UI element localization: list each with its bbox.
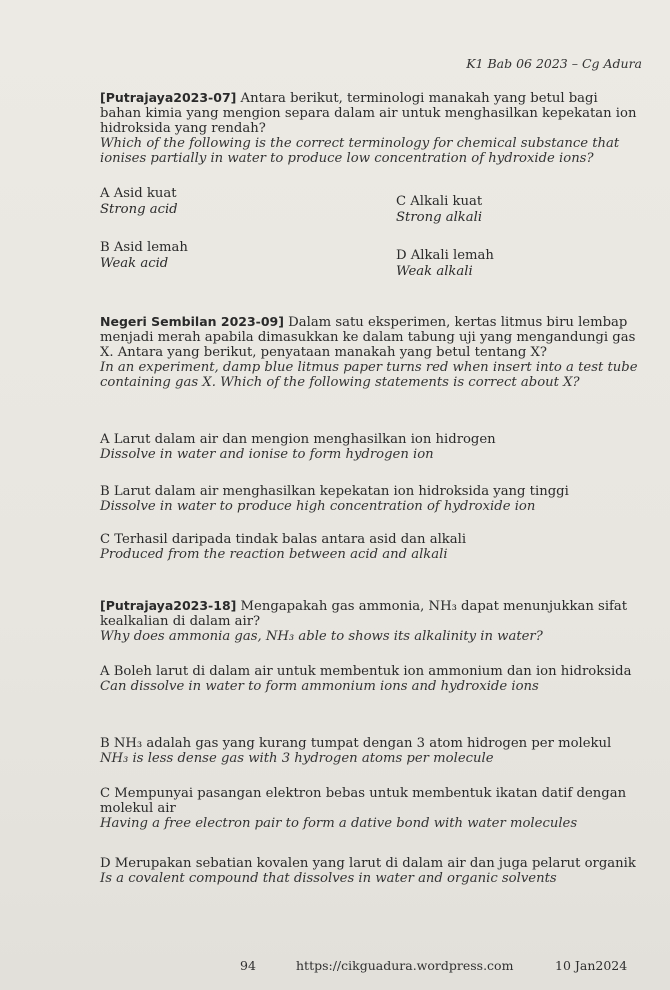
footer-date: 10 Jan2024: [555, 958, 628, 973]
question-3-option-c: C Mempunyai pasangan elektron bebas untuk membentuk ikatan datif dengan molekul air Having a free electron pair to form a dative bond with water molecules: [100, 786, 627, 831]
question-3-option-a: A Boleh larut di dalam air untuk membentuk ion ammonium dan ion hidroksida Can dissolve in water to form ammonium ions and hydroxide ions: [100, 664, 632, 694]
question-1-source: [Putrajaya2023-07]: [100, 90, 237, 105]
question-1-option-b: B Asid lemah Weak acid: [100, 240, 188, 271]
question-1: [100, 90, 640, 166]
question-3: [100, 598, 640, 644]
question-1-text-ms: [Putrajaya2023-07] Antara berikut, terminologi manakah yang betul bagi bahan kimia yang mengion separa dalam air untuk menghasilkan kepekatan ion hidroksida yang rendah?: [100, 90, 637, 136]
question-3-option-d: D Merupakan sebatian kovalen yang larut di dalam air dan juga pelarut organik Is a covalent compound that dissolves in water and organic solvents: [100, 856, 636, 886]
question-3-text-ms: [Putrajaya2023-18] Mengapakah gas ammonia, NH₃ dapat menunjukkan sifat kealkalian di dalam air?: [100, 598, 628, 629]
question-2-option-c: C Terhasil daripada tindak balas antara asid dan alkali Produced from the reaction between acid and alkali: [100, 532, 467, 562]
page-number: 94: [240, 958, 256, 973]
question-1-option-d: D Alkali lemah Weak alkali: [396, 248, 494, 279]
footer-url: https://cikguadura.wordpress.com: [296, 958, 514, 973]
question-2-option-a: A Larut dalam air dan mengion menghasilkan ion hidrogen Dissolve in water and ionise to form hydrogen ion: [100, 432, 496, 462]
question-2-text-ms: Negeri Sembilan 2023-09] Dalam satu eksperimen, kertas litmus biru lembap menjadi merah apabila dimasukkan ke dalam tabung uji yang mengandungi gas X. Antara yang berikut, penyataan manakah yang betul tentang X?: [100, 314, 636, 360]
page-header: K1 Bab 06 2023 – Cg Adura: [466, 56, 642, 71]
question-2-option-b: B Larut dalam air menghasilkan kepekatan ion hidroksida yang tinggi Dissolve in water to produce high concentration of hydroxide ion: [100, 484, 569, 514]
question-1-option-c: C Alkali kuat Strong alkali: [396, 194, 483, 225]
question-3-option-b: B NH₃ adalah gas yang kurang tumpat dengan 3 atom hidrogen per molekul NH₃ is less dense gas with 3 hydrogen atoms per molecule: [100, 736, 612, 766]
question-2-text-en: In an experiment, damp blue litmus paper turns red when insert into a test tube containing gas X. Which of the following statements is correct about X?: [100, 360, 638, 390]
question-3-source: [Putrajaya2023-18]: [100, 598, 237, 613]
question-3-text-en: Why does ammonia gas, NH₃ able to shows its alkalinity in water?: [100, 629, 543, 644]
question-1-text-en: Which of the following is the correct terminology for chemical substance that ionises partially in water to produce low concentration of hydroxide ions?: [100, 136, 620, 166]
question-2-source: Negeri Sembilan 2023-09]: [100, 314, 284, 329]
question-1-option-a: A Asid kuat Strong acid: [100, 186, 178, 217]
question-2: [100, 314, 640, 390]
